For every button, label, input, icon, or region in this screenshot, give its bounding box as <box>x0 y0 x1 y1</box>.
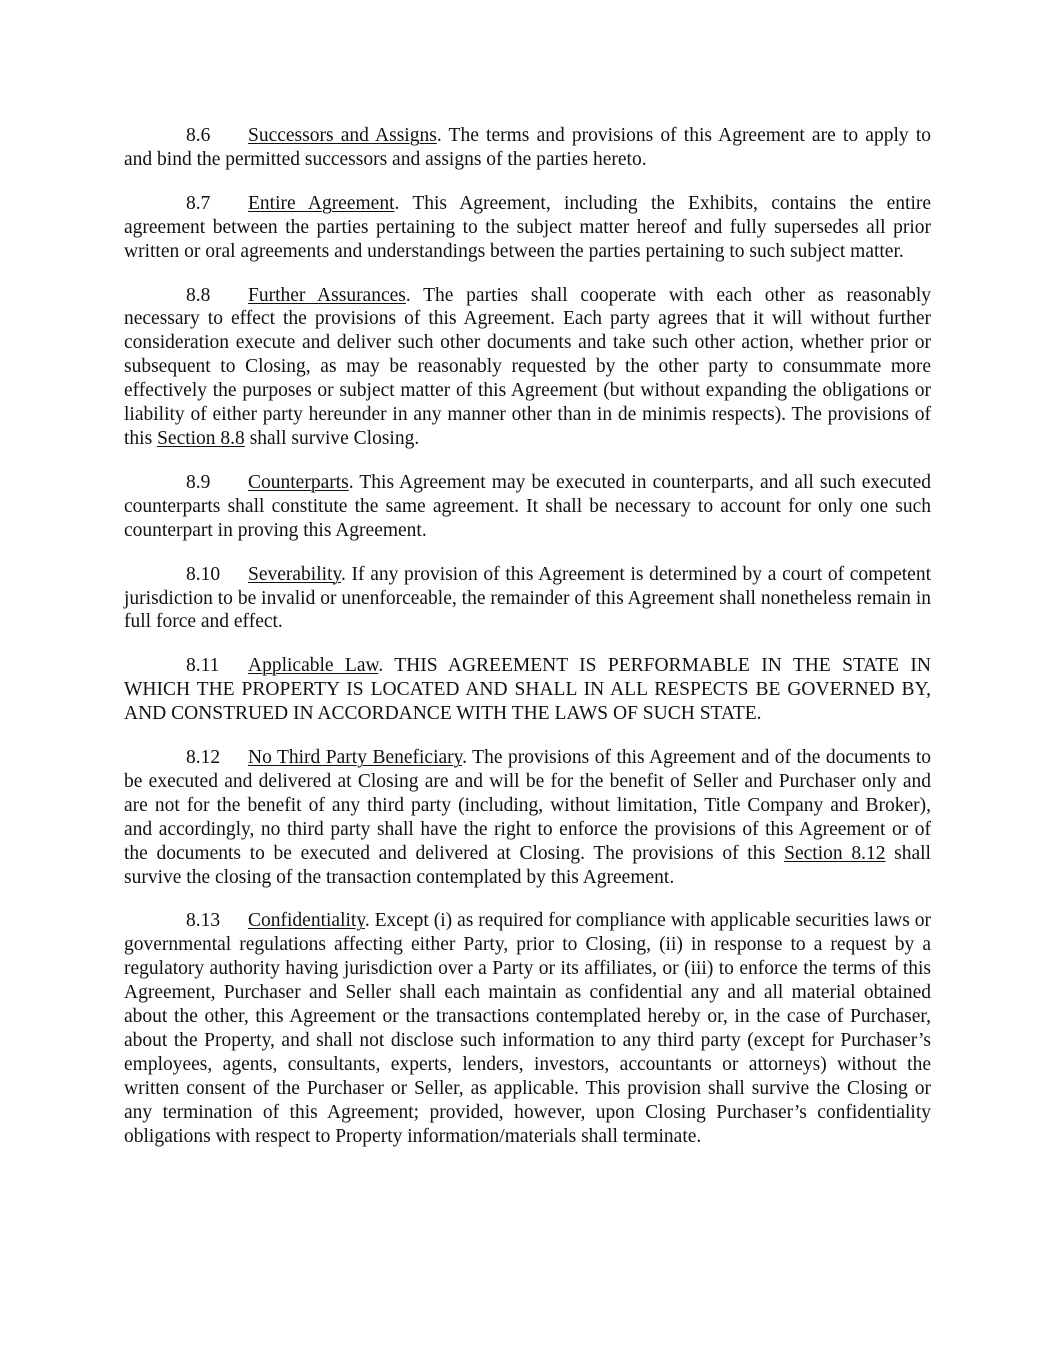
section-body: . If any provision of this Agreement is determined by a court of competent jurisdiction to be invalid or unenforceable, the remainder of this Agreement shall nonetheless remain in full force and effect. <box>124 563 931 633</box>
section-8-10 <box>124 563 931 635</box>
section-number: 8.12 <box>186 747 221 769</box>
section-number: 8.13 <box>186 910 221 932</box>
document-page <box>124 124 931 1169</box>
section-body-tail: shall survive the closing of the transaction contemplated by this Agreement. <box>124 842 931 888</box>
section-8-11 <box>124 654 931 726</box>
section-body: . The terms and provisions of this Agreement are to apply to and bind the permitted successors and assigns of the parties hereto. <box>124 125 931 170</box>
section-heading: Confidentiality <box>248 910 365 932</box>
section-number: 8.8 <box>186 284 211 306</box>
section-body: . The provisions of this Agreement and of the documents to be executed and delivered at Closing are and will be for the benefit of Seller and Purchaser only and are not for the benefit of any third party (including, without limitation, Title Company and Broker), and accordingly, no third party shall have the right to enforce the provisions of this Agreement or of the documents to be executed and delivered at Closing. The provisions of this <box>124 747 932 864</box>
section-body: . THIS AGREEMENT IS PERFORMABLE IN THE STATE IN WHICH THE PROPERTY IS LOCATED AND SHALL IN ALL RESPECTS BE GOVERNED BY, AND CONSTRUED IN ACCORDANCE WITH THE LAWS OF SUCH STATE. <box>124 655 932 725</box>
section-cross-reference: Section 8.12 <box>784 842 886 864</box>
section-8-9 <box>124 471 931 543</box>
section-heading: No Third Party Beneficiary <box>248 747 463 769</box>
section-number: 8.7 <box>186 192 211 214</box>
section-heading: Counterparts <box>248 471 349 493</box>
section-number: 8.10 <box>186 563 221 585</box>
section-8-8 <box>124 284 931 451</box>
section-body: . This Agreement may be executed in counterparts, and all such executed counterparts shall constitute the same agreement. It shall be necessary to account for only one such counterpart in proving this Agreement. <box>124 471 931 541</box>
section-8-12 <box>124 746 931 889</box>
section-heading: Further Assurances <box>248 284 406 306</box>
section-body: . Except (i) as required for compliance with applicable securities laws or governmental regulations affecting either Party, prior to Closing, (ii) in response to a request by a regulatory authority having jurisdiction over a Party or its affiliates, or (iii) to enforce the terms of this Agreement, Purchaser and Seller shall each maintain as confidential any and all material obtained about the other, this Agreement or the transactions contemplated hereby or, in the case of Purchaser, about the Property, and shall not disclose such information to any third party (except for Purchaser’s employees, agents, consultants, experts, lenders, investors, accountants or attorneys) without the written consent of the Purchaser or Seller, as applicable. This provision shall survive the Closing or any termination of this Agreement; provided, however, upon Closing Purchaser’s confidentiality obligations with respect to Property information/materials shall terminate. <box>124 910 931 1147</box>
section-heading: Successors and Assigns <box>248 125 437 146</box>
section-8-7 <box>124 192 931 264</box>
section-heading: Entire Agreement <box>248 192 395 214</box>
section-8-13 <box>124 909 931 1148</box>
section-8-6 <box>124 124 931 172</box>
section-number: 8.11 <box>186 655 220 677</box>
section-cross-reference: Section 8.8 <box>157 427 245 449</box>
section-heading: Applicable Law <box>248 655 379 677</box>
section-body: . This Agreement, including the Exhibits, contains the entire agreement between the parties pertaining to the subject matter hereof and fully supersedes all prior written or oral agreements and understandings between the parties pertaining to such subject matter. <box>124 192 932 262</box>
section-heading: Severability <box>248 563 341 585</box>
section-number: 8.6 <box>186 125 211 146</box>
section-body-tail: shall survive Closing. <box>244 427 420 449</box>
section-number: 8.9 <box>186 471 211 493</box>
section-body: . The parties shall cooperate with each other as reasonably necessary to effect the provisions of this Agreement. Each party agrees that it will without further consideration execute and deliver such other documents and take such other action, whether prior or subsequent to Closing, as may be reasonably requested by the other party to consummate more effectively the purposes or subject matter of this Agreement (but without expanding the obligations or liability of either party hereunder in any manner other than in de minimis respects). The provisions of this <box>124 284 931 449</box>
